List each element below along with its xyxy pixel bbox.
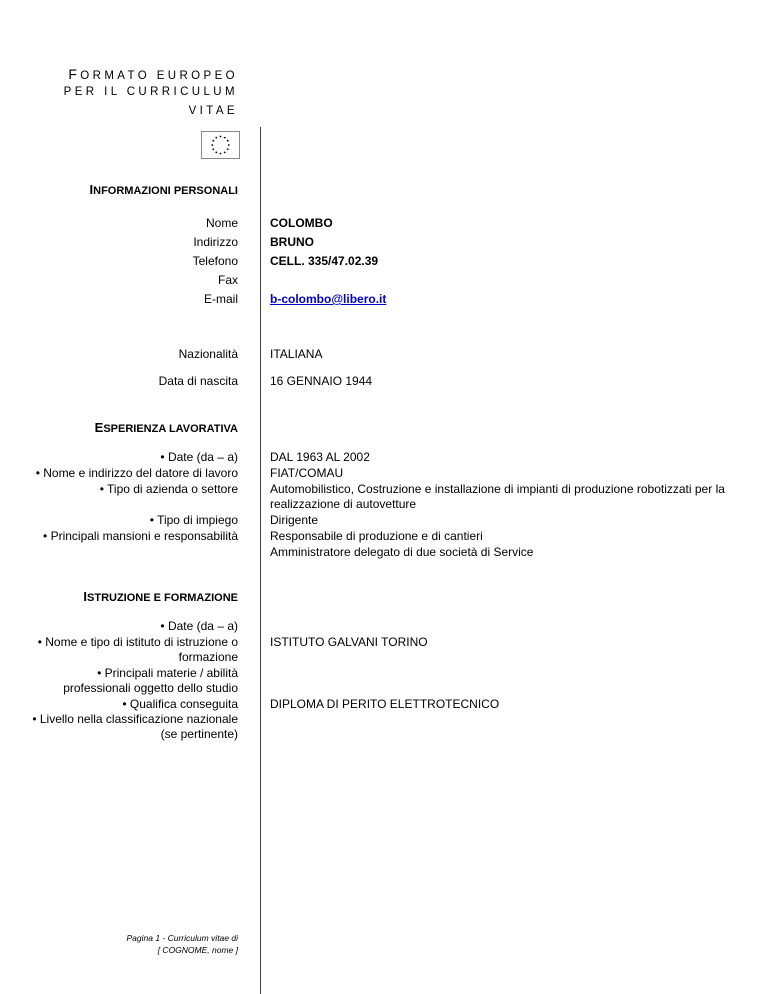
value-data-nascita: 16 GENNAIO 1944: [270, 374, 373, 388]
label-nazionalita: Nazionalità: [178, 347, 238, 361]
label-nome: Nome: [205, 216, 238, 230]
label-institute-line-2: formazione: [178, 650, 238, 664]
value-qualification: DIPLOMA DI PERITO ELETTROTECNICO: [270, 697, 500, 711]
label-work-date: • Date (da – a): [160, 450, 238, 464]
value-telefono: CELL. 335/47.02.39: [270, 254, 379, 268]
label-level-line-1: • Livello nella classificazione nazionale: [32, 712, 238, 726]
page-footer: [127, 932, 239, 956]
value-nome: COLOMBO: [270, 216, 333, 230]
label-indirizzo: Indirizzo: [193, 235, 238, 249]
label-level-line-2: (se pertinente): [160, 727, 238, 741]
heading-personal-info: INFORMAZIONI PERSONALI: [89, 182, 238, 197]
value-employer: FIAT/COMAU: [270, 466, 344, 480]
eu-flag-icon: [201, 131, 240, 159]
value-work-date: DAL 1963 AL 2002: [270, 450, 370, 464]
label-data-nascita: Data di nascita: [158, 374, 238, 388]
column-divider: [260, 127, 261, 994]
title-line-2: PER IL CURRICULUM: [63, 86, 238, 98]
heading-work-experience: ESPERIENZA LAVORATIVA: [94, 420, 238, 435]
label-edu-date: • Date (da – a): [160, 619, 238, 633]
value-institute: ISTITUTO GALVANI TORINO: [270, 635, 428, 649]
footer-line-1: Pagina 1 - Curriculum vitae di: [126, 933, 238, 943]
label-subjects-line-2: professionali oggetto dello studio: [63, 681, 238, 695]
label-telefono: Telefono: [192, 254, 238, 268]
label-employer: • Nome e indirizzo del datore di lavoro: [35, 466, 238, 480]
label-sector: • Tipo di azienda o settore: [99, 482, 238, 496]
value-duties-line-1: Responsabile di produzione e di cantieri: [270, 529, 483, 543]
heading-education: ISTRUZIONE E FORMAZIONE: [83, 589, 238, 604]
label-subjects-line-1: • Principali materie / abilità: [97, 666, 238, 680]
label-job-type: • Tipo di impiego: [149, 513, 238, 527]
label-fax: Fax: [217, 273, 238, 287]
value-nazionalita: ITALIANA: [270, 347, 323, 361]
email-link[interactable]: b-colombo@libero.it: [270, 292, 387, 306]
value-email-container: [270, 292, 386, 307]
label-qualification: • Qualifica conseguita: [122, 697, 238, 711]
footer-line-2: [ COGNOME, nome ]: [157, 945, 238, 955]
value-duties-line-2: Amministratore delegato di due società di Service: [270, 545, 534, 559]
value-job-type: Dirigente: [270, 513, 319, 527]
value-sector-line-1: Automobilistico, Costruzione e installazione di impianti di produzione robotizzati per la: [270, 482, 725, 496]
value-indirizzo: BRUNO: [270, 235, 314, 249]
label-institute-line-1: • Nome e tipo di istituto di istruzione o: [37, 635, 238, 649]
value-sector-line-2: realizzazione di autovetture: [270, 497, 417, 511]
title-line-1: FORMATO EUROPEO: [68, 66, 238, 82]
label-duties: • Principali mansioni e responsabilità: [43, 529, 238, 543]
title-line-3: VITAE: [188, 105, 238, 117]
label-email: E-mail: [203, 292, 238, 306]
